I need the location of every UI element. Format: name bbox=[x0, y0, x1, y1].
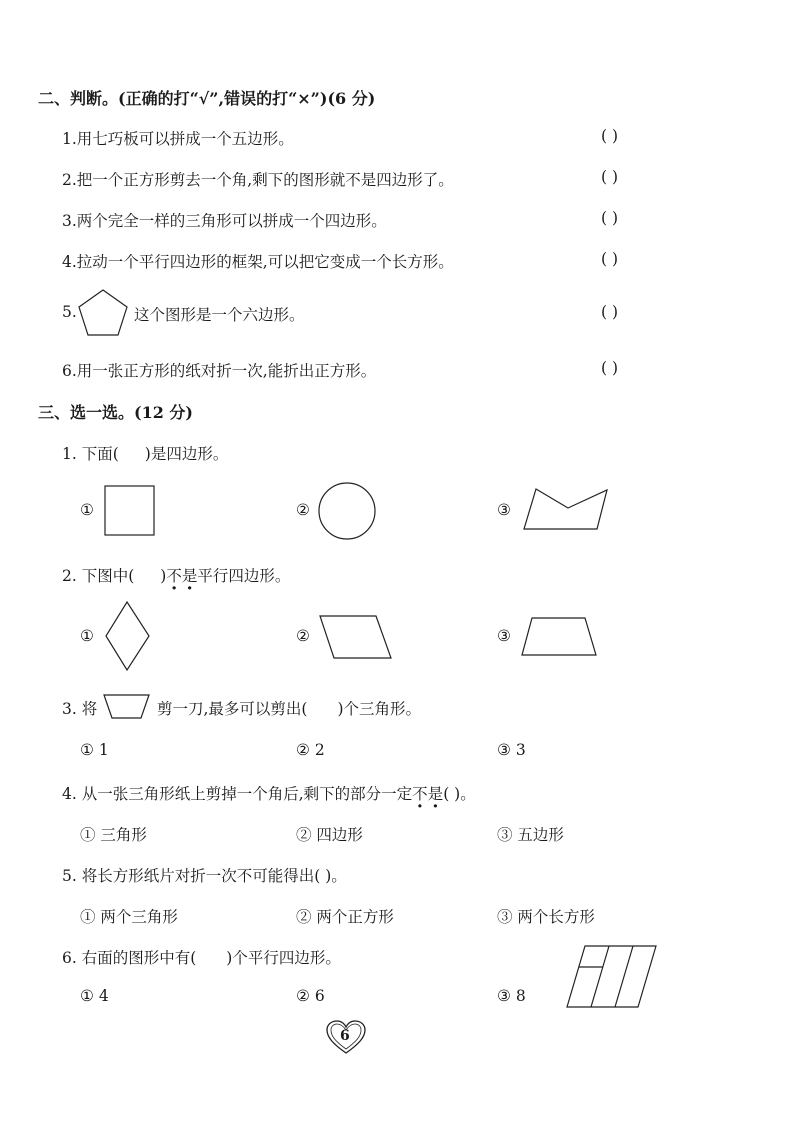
q4-post[interactable]: ( )。 bbox=[443, 785, 476, 803]
judge-item-6 bbox=[62, 359, 376, 381]
judge-item-5-number: 5. bbox=[62, 303, 77, 321]
rhombus-figure bbox=[104, 600, 152, 672]
judge-item-1 bbox=[62, 127, 294, 149]
item-text: 用一张正方形的纸对折一次,能折出正方形。 bbox=[76, 362, 377, 380]
q6-post: )个平行四边形。 bbox=[226, 949, 341, 967]
parallelogram-grid-figure bbox=[566, 945, 658, 1009]
square-figure bbox=[104, 485, 156, 537]
judge-item-4 bbox=[62, 250, 454, 272]
q4-option-1[interactable]: ① 三角形 bbox=[80, 826, 147, 844]
item-text: 把一个正方形剪去一个角,剩下的图形就不是四边形了。 bbox=[76, 171, 454, 189]
judge-item-2 bbox=[62, 168, 454, 190]
item-number: 3. bbox=[62, 212, 77, 230]
q2-pre: 2. 下图中( bbox=[62, 567, 135, 585]
answer-blank-2[interactable]: ( ) bbox=[601, 168, 619, 186]
answer-blank-6[interactable]: ( ) bbox=[601, 359, 619, 377]
q2-option-3-label[interactable]: ③ bbox=[497, 627, 511, 645]
circle-figure bbox=[318, 483, 378, 541]
q1-option-1-label[interactable]: ① bbox=[80, 501, 94, 519]
q2-post-a: ) bbox=[160, 567, 167, 585]
section-2-title: 二、判断。(正确的打“√”,错误的打“×”)(6 分) bbox=[38, 89, 376, 108]
judge-item-5-text: 这个图形是一个六边形。 bbox=[134, 306, 305, 324]
choice-q5: 5. 将长方形纸片对折一次不可能得出( )。 bbox=[62, 867, 347, 885]
q4-option-2[interactable]: ② 四边形 bbox=[296, 826, 363, 844]
q3-post: )个三角形。 bbox=[337, 700, 422, 718]
q1-post: )是四边形。 bbox=[144, 445, 229, 463]
parallelogram-figure bbox=[318, 614, 394, 660]
q1-pre: 1. 下面( bbox=[62, 445, 119, 463]
answer-blank-5[interactable]: ( ) bbox=[601, 303, 619, 321]
q3-option-2[interactable]: ② 2 bbox=[296, 741, 325, 759]
answer-blank-3[interactable]: ( ) bbox=[601, 209, 619, 227]
item-number: 2. bbox=[62, 171, 77, 189]
q4-emphasis-2: 是 bbox=[427, 785, 444, 803]
q3-option-3[interactable]: ③ 3 bbox=[497, 741, 526, 759]
pentagon-figure bbox=[78, 288, 132, 338]
q4-emphasis-1: 不 bbox=[412, 785, 428, 803]
q5-option-2[interactable]: ② 两个正方形 bbox=[296, 908, 394, 926]
q1-option-3-label[interactable]: ③ bbox=[497, 501, 511, 519]
q2-emphasis-1: 不 bbox=[166, 567, 182, 585]
q4-option-3[interactable]: ③ 五边形 bbox=[497, 826, 564, 844]
item-text: 拉动一个平行四边形的框架,可以把它变成一个长方形。 bbox=[76, 253, 454, 271]
page-number: 6 bbox=[340, 1028, 350, 1044]
item-number: 1. bbox=[62, 130, 77, 148]
choice-q1 bbox=[62, 442, 228, 464]
q5-option-3[interactable]: ③ 两个长方形 bbox=[497, 908, 595, 926]
item-text: 两个完全一样的三角形可以拼成一个四边形。 bbox=[76, 212, 387, 230]
choice-q4 bbox=[62, 782, 476, 804]
concave-quadrilateral-figure bbox=[522, 487, 610, 531]
answer-blank-1[interactable]: ( ) bbox=[601, 127, 619, 145]
q6-option-2[interactable]: ② 6 bbox=[296, 987, 325, 1005]
q2-emphasis-2: 是 bbox=[181, 567, 198, 585]
trapezoid-figure bbox=[520, 616, 598, 658]
q6-pre: 6. 右面的图形中有( bbox=[62, 949, 197, 967]
q6-option-3[interactable]: ③ 8 bbox=[497, 987, 526, 1005]
section-3-title: 三、选一选。(12 分) bbox=[38, 403, 193, 422]
q2-post-b: 平行四边形。 bbox=[197, 567, 291, 585]
q2-option-1-label[interactable]: ① bbox=[80, 627, 94, 645]
judge-item-3 bbox=[62, 209, 387, 231]
trapezoid-small-figure bbox=[103, 694, 151, 720]
q3-option-1[interactable]: ① 1 bbox=[80, 741, 109, 759]
q6-option-1[interactable]: ① 4 bbox=[80, 987, 109, 1005]
choice-q6 bbox=[62, 946, 341, 968]
item-text: 用七巧板可以拼成一个五边形。 bbox=[76, 130, 294, 148]
q1-option-2-label[interactable]: ② bbox=[296, 501, 310, 519]
item-number: 6. bbox=[62, 362, 77, 380]
item-number: 4. bbox=[62, 253, 77, 271]
answer-blank-4[interactable]: ( ) bbox=[601, 250, 619, 268]
choice-q2 bbox=[62, 564, 290, 586]
q5-option-1[interactable]: ① 两个三角形 bbox=[80, 908, 178, 926]
q2-option-2-label[interactable]: ② bbox=[296, 627, 310, 645]
choice-q3 bbox=[157, 697, 421, 719]
q3-mid: 剪一刀,最多可以剪出( bbox=[157, 700, 308, 718]
q4-pre: 4. 从一张三角形纸上剪掉一个角后,剩下的部分一定 bbox=[62, 785, 413, 803]
q3-pre: 3. 将 bbox=[62, 700, 98, 718]
